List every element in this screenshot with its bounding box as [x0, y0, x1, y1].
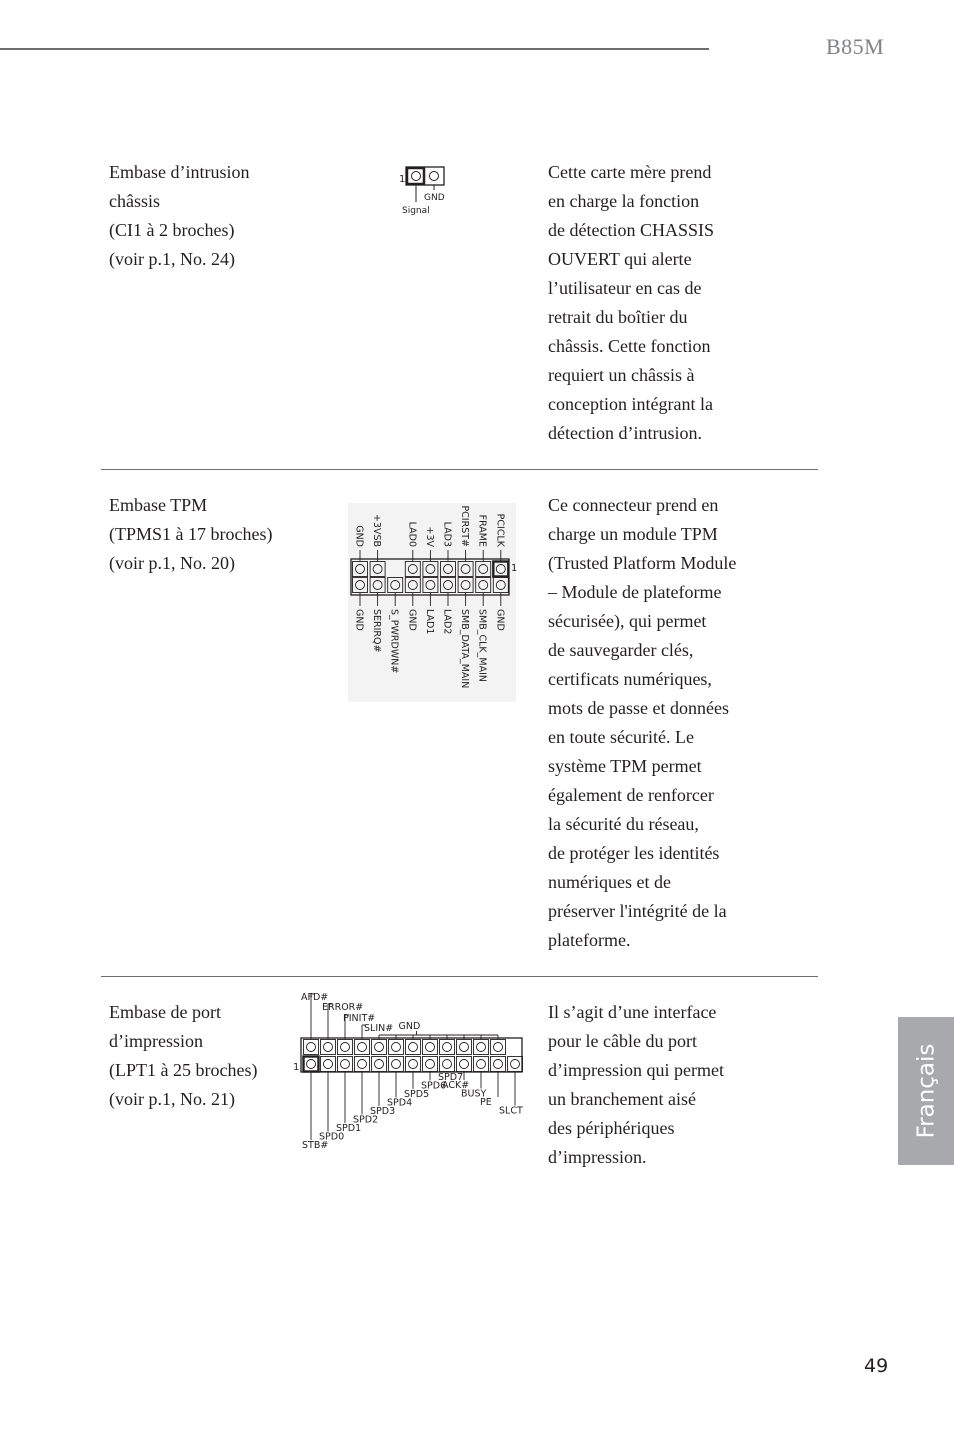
label-line: (voir p.1, No. 21) [109, 1089, 235, 1109]
desc-line: système TPM permet [548, 756, 702, 776]
desc-line: de sauvegarder clés, [548, 640, 694, 660]
pin-square [338, 1040, 353, 1055]
desc-line: pour le câble du port [548, 1031, 697, 1051]
pin-square [389, 1057, 404, 1072]
desc-line: conception intégrant la [548, 394, 713, 414]
label-line: d’impression [109, 1031, 203, 1051]
desc-line: requiert un châssis à [548, 365, 695, 385]
desc-line: en charge la fonction [548, 191, 700, 211]
pin-circle [409, 1043, 418, 1052]
pin-square [474, 1057, 489, 1072]
pin-circle [375, 1043, 384, 1052]
lpt-bottom-pin-label: SLCT [499, 1105, 523, 1117]
pin-square [491, 1057, 506, 1072]
pin-circle [511, 1060, 520, 1069]
lpt-top-pin-label: ERROR# [322, 1002, 364, 1013]
pin-circle [307, 1060, 316, 1069]
tpm-top-pin-label: +3VSB [371, 513, 383, 547]
pin-circle [307, 1043, 316, 1052]
pin-square [474, 1040, 489, 1055]
label-line: Embase de port [109, 1002, 221, 1022]
desc-line: numériques et de [548, 872, 671, 892]
tpm-top-pin-label: PCICLK [494, 513, 506, 547]
pin-circle [430, 172, 439, 181]
pin1-marker: 1 [399, 174, 406, 185]
desc-line: Il s’agit d’une interface [548, 1002, 717, 1022]
lpt-bottom-pin-label: SPD6 [421, 1080, 447, 1092]
pin-circle [477, 1060, 486, 1069]
pin-square [355, 1040, 370, 1055]
desc-line: Ce connecteur prend en [548, 495, 719, 515]
desc-line: retrait du boîtier du [548, 307, 688, 327]
desc-line: de détection CHASSIS [548, 220, 714, 240]
pin-circle [460, 1060, 469, 1069]
pin-square [406, 1057, 421, 1072]
desc-line: OUVERT qui alerte [548, 249, 692, 269]
desc-line: châssis. Cette fonction [548, 336, 711, 356]
pin-square [457, 1057, 472, 1072]
desc-line: sécurisée), qui permet [548, 611, 707, 631]
lpt-bottom-pin-label: SPD4 [387, 1097, 413, 1109]
lpt-bottom-pin-label: SPD3 [370, 1106, 396, 1117]
pin-circle [392, 1043, 401, 1052]
lpt-bottom-pin-label: PE [480, 1097, 492, 1108]
label-line: (CI1 à 2 broches) [109, 220, 235, 240]
pin-square [457, 1040, 472, 1055]
pin-circle [460, 1043, 469, 1052]
lpt-label [109, 998, 257, 1114]
signal-pin-label: Signal [402, 206, 430, 216]
pin-circle [341, 1043, 350, 1052]
model-name: B85M [826, 34, 885, 59]
label-line: (TPMS1 à 17 broches) [109, 524, 273, 544]
lpt-bottom-pin-label: SPD5 [404, 1089, 430, 1100]
label-line: Embase TPM [109, 495, 208, 515]
pin-circle [324, 1060, 333, 1069]
pin1-marker: 1 [293, 1062, 300, 1073]
pin-square [372, 1040, 387, 1055]
tpm-top-pin-label: GND [353, 525, 365, 547]
tpm-top-pin-label: PCIRST# [459, 505, 471, 547]
pin-circle [409, 1060, 418, 1069]
pin-square [372, 1057, 387, 1072]
lpt-bottom-pin-label: SPD1 [336, 1123, 362, 1134]
lpt-bottom-pin-label: STB# [302, 1140, 329, 1151]
lpt-bottom-pin-label: SPD0 [319, 1131, 345, 1143]
lpt-bottom-pin-label: ACK# [442, 1080, 470, 1091]
desc-line: un branchement aisé [548, 1089, 696, 1109]
desc-line: plateforme. [548, 930, 631, 950]
desc-line: charge un module TPM [548, 524, 718, 544]
desc-line: certificats numériques, [548, 669, 712, 689]
desc-line: d’impression qui permet [548, 1060, 724, 1080]
pin-square [406, 1040, 421, 1055]
side-tab-label: Français [913, 1043, 940, 1139]
section-divider [101, 469, 818, 470]
pin-square [440, 1040, 455, 1055]
tpm-bottom-pin-label: LAD1 [423, 609, 435, 635]
tpm-top-pin-label: LAD3 [441, 521, 453, 547]
pin-square [338, 1057, 353, 1072]
label-line: (voir p.1, No. 20) [109, 553, 235, 573]
lpt-header-diagram [292, 990, 532, 1152]
page-number: 49 [864, 1355, 889, 1377]
pin-circle [324, 1043, 333, 1052]
pin-circle [426, 1043, 435, 1052]
gnd-pin-label: GND [424, 193, 445, 203]
pin-circle [358, 1060, 367, 1069]
pin-square [508, 1057, 523, 1072]
desc-line: des périphériques [548, 1118, 675, 1138]
lpt-bottom-pin-label: SPD7 [438, 1072, 464, 1083]
lpt-description [548, 998, 768, 1172]
desc-line: également de renforcer [548, 785, 714, 805]
desc-line: d’impression. [548, 1147, 647, 1167]
section-divider [101, 976, 818, 977]
pin-circle [443, 1060, 452, 1069]
pin-square [304, 1057, 319, 1072]
lpt-bottom-pin-label: SPD2 [353, 1114, 379, 1126]
desc-line: préserver l'intégrité de la [548, 901, 727, 921]
desc-line: l’utilisateur en cas de [548, 278, 702, 298]
pin-square [491, 1040, 506, 1055]
pin-circle [375, 1060, 384, 1069]
desc-line: mots de passe et données [548, 698, 729, 718]
label-line: Embase d’intrusion [109, 162, 250, 182]
pin-circle [426, 1060, 435, 1069]
pin-circle [412, 172, 421, 181]
lpt-top-pin-label: AFD# [301, 992, 329, 1003]
chassis-intrusion-header-diagram [396, 162, 456, 220]
label-line: châssis [109, 191, 160, 211]
pin-square [440, 1057, 455, 1072]
tpm-bottom-pin-label: SMB_DATA_MAIN [459, 609, 471, 689]
tpm-label [109, 491, 272, 578]
pin1-square [407, 168, 424, 184]
tpm-top-pin-label: FRAME [476, 514, 488, 547]
label-line: (voir p.1, No. 24) [109, 249, 235, 269]
pin-circle [392, 1060, 401, 1069]
tpm-top-pin-label: +3V [423, 526, 435, 547]
lpt-top-pin-label: SLIN# [364, 1023, 394, 1034]
tpm-bottom-pin-label: SMB_CLK_MAIN [476, 609, 488, 683]
pin-square [389, 1040, 404, 1055]
tpm-bottom-pin-label: S_PWRDWN# [388, 609, 400, 674]
pin-circle [443, 1043, 452, 1052]
desc-line: Cette carte mère prend [548, 162, 712, 182]
desc-line: de protéger les identités [548, 843, 720, 863]
pin-circle [494, 1060, 503, 1069]
pin-circle [358, 1043, 367, 1052]
tpm-bottom-pin-label: SERIRQ# [371, 609, 383, 653]
language-side-tab[interactable] [898, 1017, 954, 1165]
pin-square [304, 1040, 319, 1055]
tpm-top-pin-label: LAD0 [406, 521, 418, 547]
chassis-intrusion-label [109, 158, 249, 274]
pin-circle [477, 1043, 486, 1052]
tpm-bottom-pin-label: GND [406, 609, 418, 631]
pin-square [423, 1040, 438, 1055]
pin-square [355, 1057, 370, 1072]
lpt-gnd-label: GND [398, 1021, 421, 1032]
desc-line: détection d’intrusion. [548, 423, 702, 443]
tpm-bottom-pin-label: GND [494, 609, 506, 631]
tpm-header-diagram [348, 503, 516, 702]
pin-circle [341, 1060, 350, 1069]
lpt-bottom-pin-label: BUSY [461, 1088, 487, 1100]
pin-square [321, 1040, 336, 1055]
tpm-bottom-pin-label: LAD2 [441, 609, 453, 635]
desc-line: (Trusted Platform Module [548, 553, 737, 573]
desc-line: la sécurité du réseau, [548, 814, 699, 834]
tpm-bottom-pin-label: GND [353, 609, 365, 631]
lpt-top-pin-label: PINIT# [343, 1013, 376, 1024]
desc-line: – Module de plateforme [548, 582, 722, 602]
pin-square [423, 1057, 438, 1072]
tpm-description [548, 491, 768, 955]
label-line: (LPT1 à 25 broches) [109, 1060, 258, 1080]
pin1-marker: 1 [511, 563, 518, 574]
desc-line: en toute sécurité. Le [548, 727, 694, 747]
pin-circle [494, 1043, 503, 1052]
pin-square [321, 1057, 336, 1072]
chassis-intrusion-description [548, 158, 768, 448]
header-rule [0, 48, 709, 50]
